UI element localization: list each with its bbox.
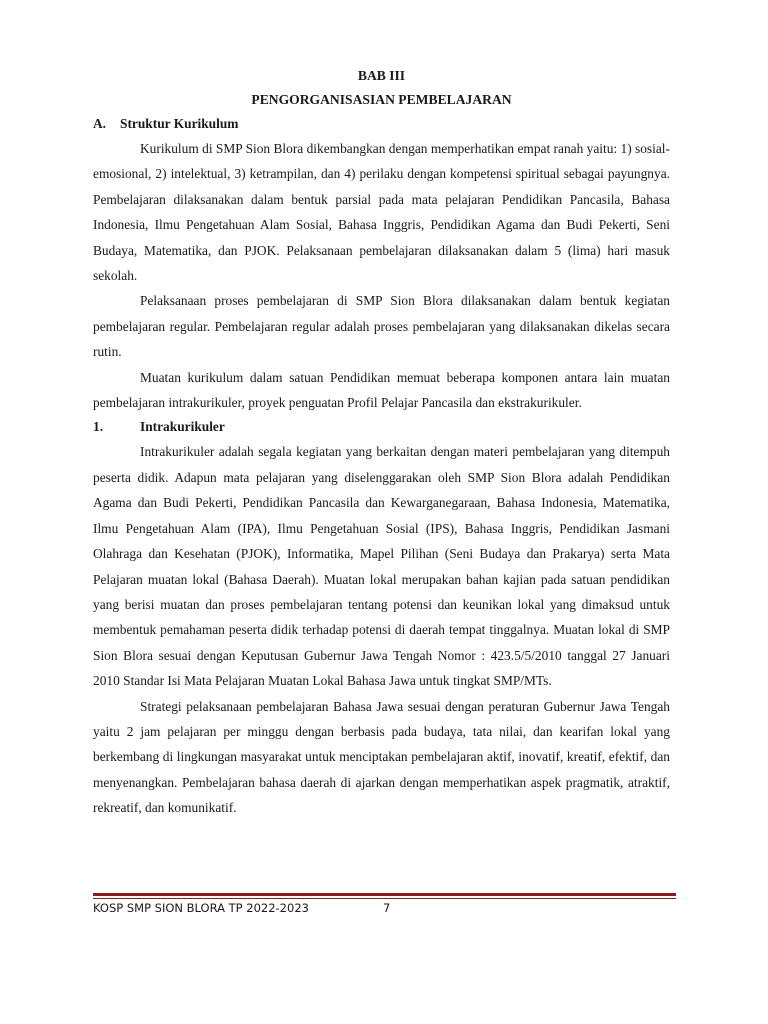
section-title: Struktur Kurikulum [120,116,239,131]
subsection-heading [93,415,670,439]
page-footer [93,900,676,916]
paragraph: Kurikulum di SMP Sion Blora dikembangkan dengan memperhatikan empat ranah yaitu: 1) sosial-emosional, 2) intelektual, 3) ketrampilan, dan 4) perilaku dengan kompetensi spiritual sebagai payungnya. Pembelajaran dilaksanakan dalam bentuk parsial pada mata pelajaran Pendidikan Pancasila, Bahasa Indonesia, Ilmu Pengetahuan Alam Sosial, Bahasa Inggris, Pendidikan Agama dan Budi Pekerti, Seni Budaya, Matematika, dan PJOK. Pelaksanaan pembelajaran dilaksanakan dalam 5 (lima) hari masuk sekolah. [93,141,670,284]
section-heading [93,112,670,136]
subsection-number: 1. [93,419,104,435]
footer-rule-thin [93,898,676,899]
paragraph: Muatan kurikulum dalam satuan Pendidikan memuat beberapa komponen antara lain muatan pembelajaran intrakurikuler, proyek penguatan Profil Pelajar Pancasila dan ekstrakurikuler. [93,369,670,411]
chapter-number: BAB III [357,68,406,83]
footer-title: KOSP SMP SION BLORA TP 2022-2023 [93,901,309,915]
page-body [93,64,670,821]
page-number: 7 [383,901,391,915]
footer-rule-thick [93,893,676,896]
chapter-title: PENGORGANISASIAN PEMBELAJARAN [251,92,512,107]
paragraph: Strategi pelaksanaan pembelajaran Bahasa Jawa sesuai dengan peraturan Gubernur Jawa Tengah yaitu 2 jam pelajaran per minggu dengan berbasis pada budaya, tata nilai, dan kearifan lokal yang berkembang di lingkungan masyarakat untuk menciptakan pembelajaran aktif, inovatif, kreatif, efektif, dan menyenangkan. Pembelajaran bahasa daerah di ajarkan dengan memperhatikan aspek pragmatik, atraktif, rekreatif, dan komunikatif. [93,698,670,816]
section-number: A. [93,116,107,131]
subsection-title: Intrakurikuler [140,419,225,435]
paragraph: Pelaksanaan proses pembelajaran di SMP Sion Blora dilaksanakan dalam bentuk kegiatan pembelajaran regular. Pembelajaran regular adalah proses pembelajaran yang dilaksanakan dikelas secara rutin. [93,293,670,360]
paragraph: Intrakurikuler adalah segala kegiatan yang berkaitan dengan materi pembelajaran yang ditempuh peserta didik. Adapun mata pelajaran yang diselenggarakan oleh SMP Sion Blora adalah Pendidikan Agama dan Budi Pekerti, Pendidikan Pancasila dan Kewarganegaraan, Bahasa Indonesia, Matematika, Ilmu Pengetahuan Alam (IPA), Ilmu Pengetahuan Sosial (IPS), Bahasa Inggris, Pendidikan Jasmani Olahraga dan Kesehatan (PJOK), Informatika, Mapel Pilihan (Seni Budaya dan Prakarya) serta Mata Pelajaran muatan lokal (Bahasa Daerah). Muatan lokal merupakan bahan kajian pada satuan pendidikan yang berisi muatan dan proses pembelajaran tentang potensi dan keunikan lokal yang dimaksud untuk membentuk pemahaman peserta didik terhadap potensi di daerah tempat tinggalnya. Muatan lokal di SMP Sion Blora sesuai dengan Keputusan Gubernur Jawa Tengah Nomor : 423.5/5/2010 tanggal 27 Januari 2010 Standar Isi Mata Pelajaran Muatan Lokal Bahasa Jawa untuk tingkat SMP/MTs. [93,444,670,689]
